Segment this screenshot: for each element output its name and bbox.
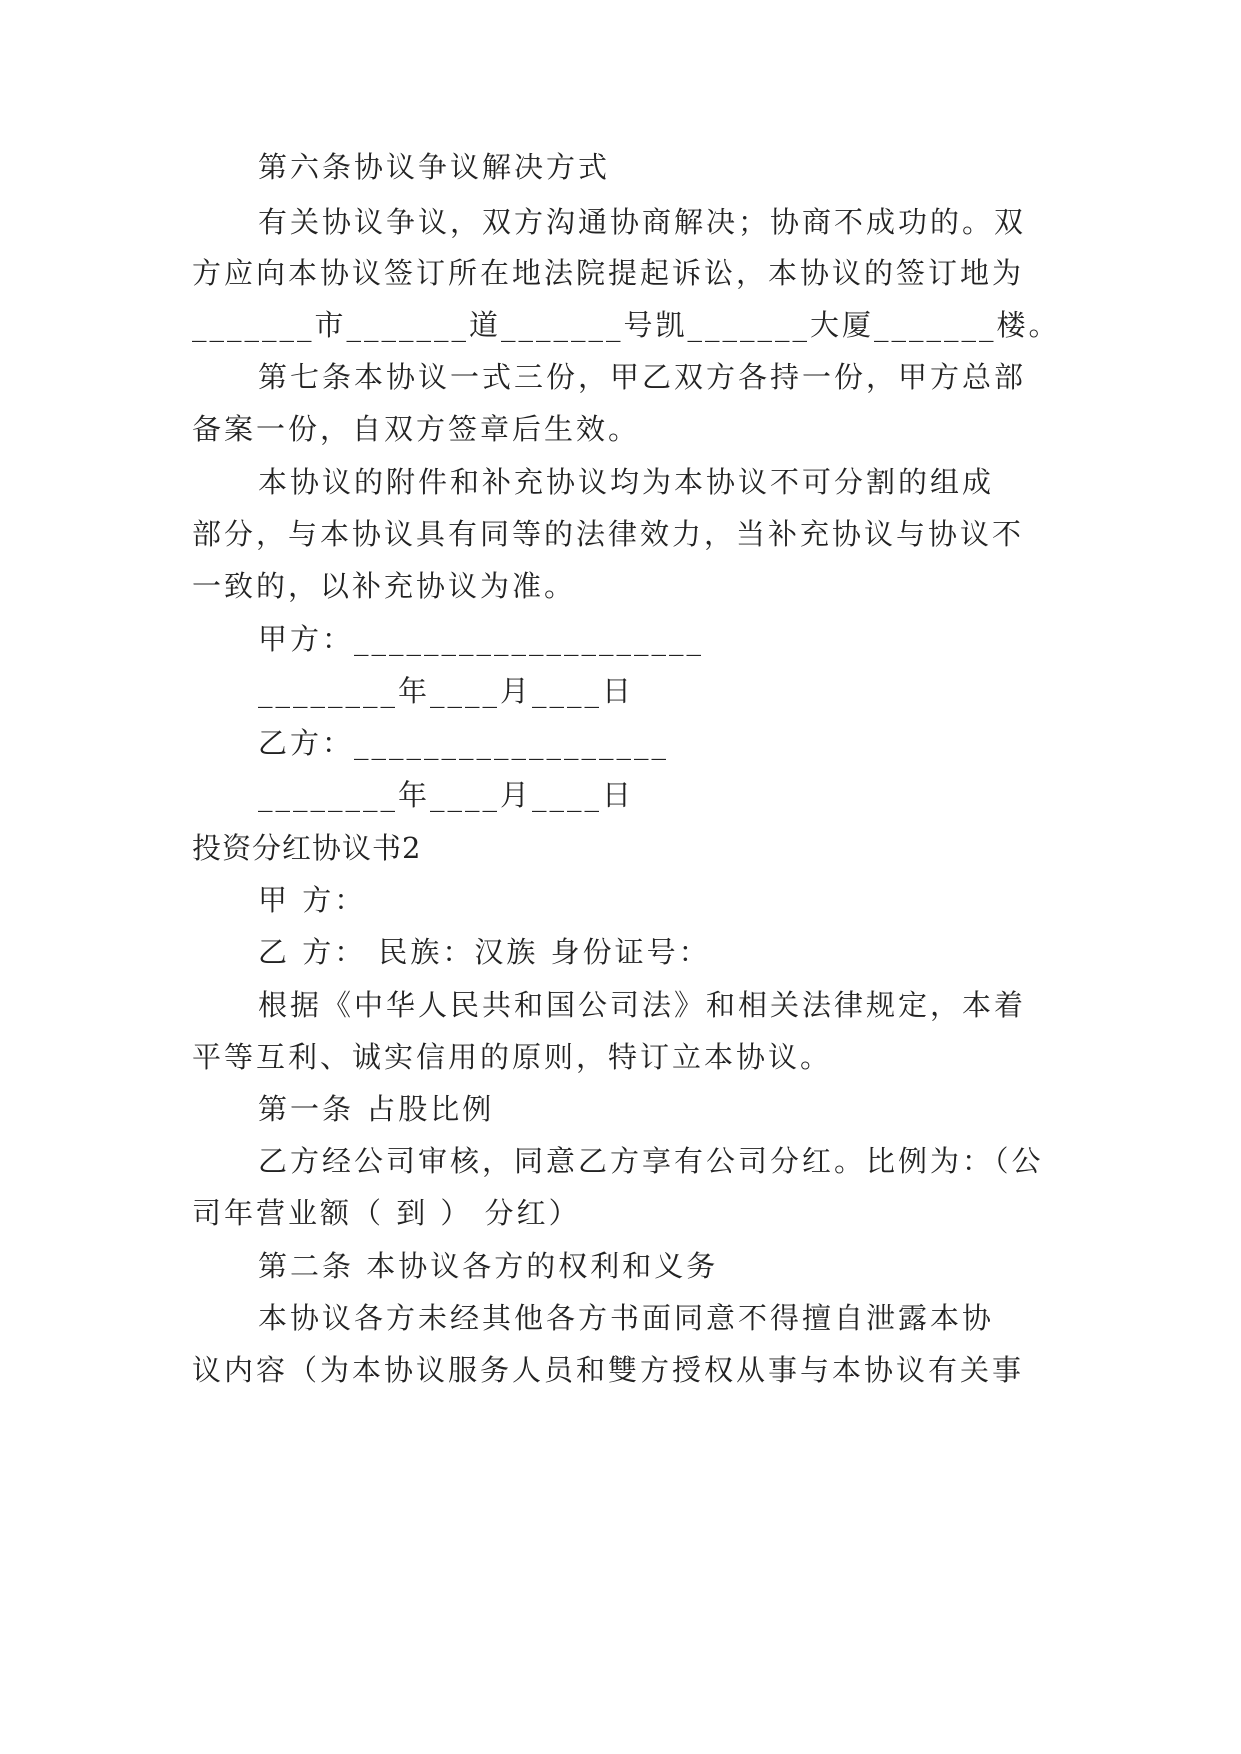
share-ratio-line: 乙方经公司审核，同意乙方享有公司分红。比例为：（公 (258, 1144, 1044, 1178)
party-b-field: 乙 方： 民族：汉族 身份证号： (258, 935, 711, 969)
paragraph-line: 方应向本协议签订所在地法院提起诉讼，本协议的签订地为 (192, 256, 1025, 290)
document-title: 投资分红协议书2 (192, 831, 422, 865)
paragraph-line: 备案一份，自双方签章后生效。 (192, 412, 641, 446)
party-b-date-line: ________年____月____日 (258, 778, 635, 812)
paragraph-line: 部分，与本协议具有同等的法律效力，当补充协议与协议不 (192, 517, 1025, 551)
confidentiality-line: 本协议各方未经其他各方书面同意不得擅自泄露本协 (258, 1301, 995, 1335)
paragraph-line: 平等互利、诚实信用的原则，特订立本协议。 (192, 1040, 833, 1074)
article-2-heading: 第二条 本协议各方的权利和义务 (258, 1249, 719, 1283)
legal-basis-line: 根据《中华人民共和国公司法》和相关法律规定，本着 (258, 988, 1027, 1022)
article-1-heading: 第一条 占股比例 (258, 1092, 495, 1126)
paragraph-line: 一致的，以补充协议为准。 (192, 569, 577, 603)
paragraph-line: 有关协议争议，双方沟通协商解决；协商不成功的。双 (258, 205, 1027, 239)
address-blank-line: _______市_______道_______号凯_______大厦_______楼。 (192, 308, 1061, 342)
party-a-date-line: ________年____月____日 (258, 674, 635, 708)
party-b-signature-line: 乙方：__________________ (258, 726, 670, 760)
paragraph-line: 司年营业额（ 到 ） 分红） (192, 1196, 581, 1230)
party-a-signature-line: 甲方：____________________ (258, 622, 705, 656)
attachment-paragraph-line: 本协议的附件和补充协议均为本协议不可分割的组成 (258, 465, 995, 499)
article-6-heading: 第六条协议争议解决方式 (258, 150, 611, 184)
party-a-field: 甲 方： (258, 883, 367, 917)
article-7-line: 第七条本协议一式三份，甲乙双方各持一份，甲方总部 (258, 360, 1027, 394)
paragraph-line: 议内容（为本协议服务人员和雙方授权从事与本协议有关事 (192, 1353, 1025, 1387)
